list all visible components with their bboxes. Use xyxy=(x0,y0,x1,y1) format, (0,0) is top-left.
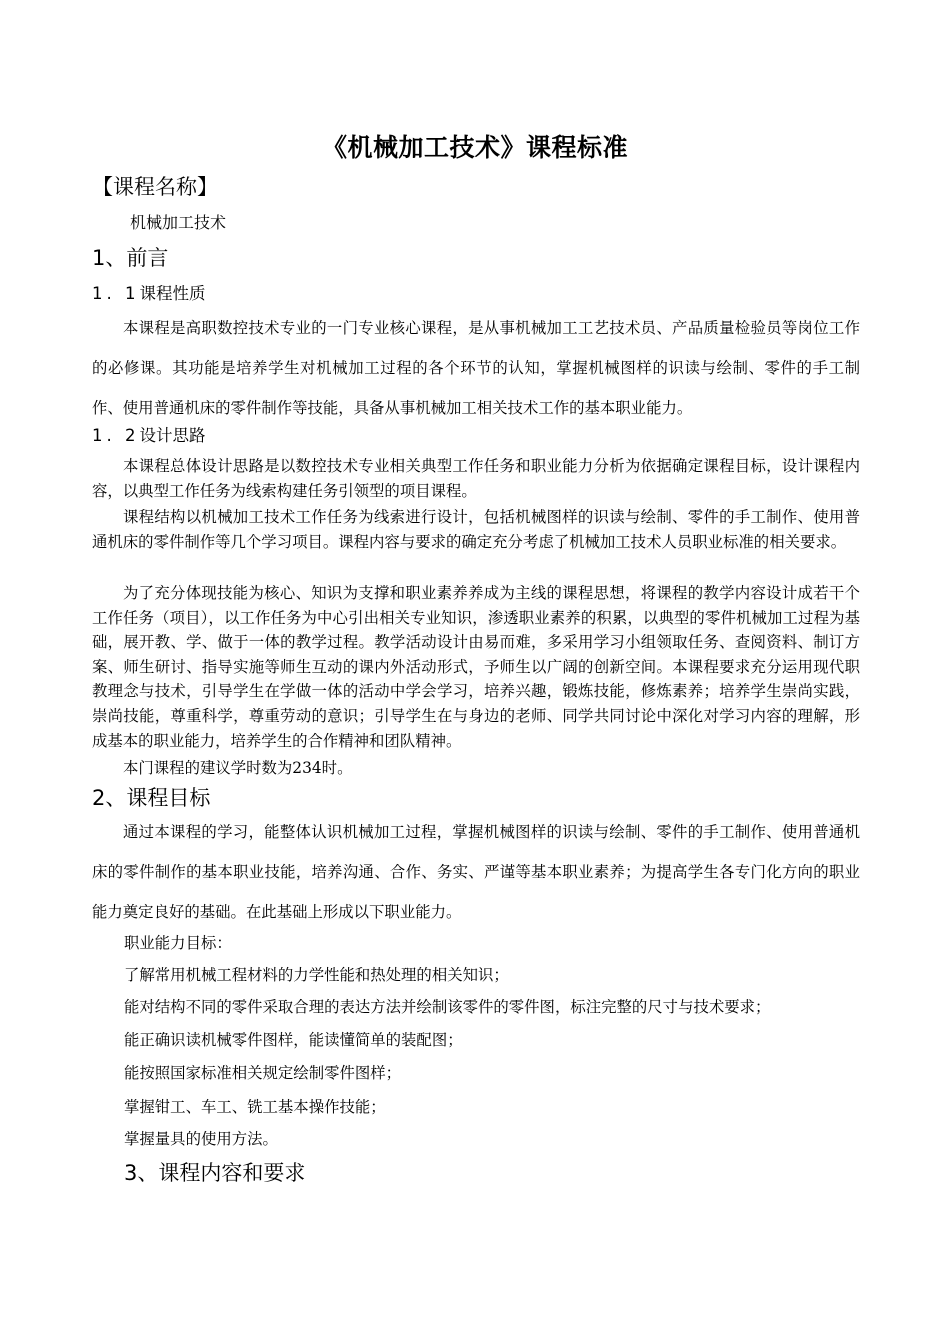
subsection-1-1-heading xyxy=(92,282,206,306)
goal-item: 能按照国家标准相关规定绘制零件图样； xyxy=(124,1064,402,1082)
section-3-heading: 3、课程内容和要求 xyxy=(124,1161,306,1185)
design-paragraph-3: 为了充分体现技能为核心、知识为支撑和职业素养养成为主线的课程思想，将课程的教学内容设计成若干个工作任务（项目），以工作任务为中心引出相关专业知识，渗透职业素养的积累，以典型的零件机械加工过程为基础，展开教、学、做于一体的教学过程。教学活动设计由易而难，多采用学习小组领取任务、查阅资料、制订方案、师生研讨、指导实施等师生互动的课内外活动形式，予师生以广阔的创新空间。本课程要求充分运用现代职教理念与技术，引导学生在学做一体的活动中学会学习，培养兴趣，锻炼技能，修炼素养；培养学生崇尚实践，崇尚技能，尊重科学，尊重劳动的意识；引导学生在与身边的老师、同学共同讨论中深化对学习内容的理解，形成基本的职业能力，培养学生的合作精神和团队精神。 xyxy=(92,584,860,750)
goal-item: 能对结构不同的零件采取合理的表达方法并绘制该零件的零件图，标注完整的尺寸与技术要求； xyxy=(124,998,771,1016)
course-name: 机械加工技术 xyxy=(130,213,227,232)
section-2-heading: 2、课程目标 xyxy=(92,786,211,810)
design-paragraph-2: 课程结构以机械加工技术工作任务为线索进行设计，包括机械图样的识读与绘制、零件的手工制作、使用普通机床的零件制作等几个学习项目。课程内容与要求的确定充分考虑了机械加工技术人员职业标准的相关要求。 xyxy=(92,508,860,551)
subsection-title: 设计思路 xyxy=(139,426,206,445)
subsection-number: 1. 2 xyxy=(92,426,140,445)
goals-label: 职业能力目标： xyxy=(124,934,232,952)
goal-item: 了解常用机械工程材料的力学性能和热处理的相关知识； xyxy=(124,966,509,984)
goal-item: 掌握量具的使用方法。 xyxy=(124,1130,278,1148)
subsection-1-2-heading xyxy=(92,424,206,448)
goal-item: 能正确识读机械零件图样，能读懂简单的装配图； xyxy=(124,1031,463,1049)
section-1-heading: 1、前言 xyxy=(92,246,169,270)
course-nature-paragraph: 本课程是高职数控技术专业的一门专业核心课程，是从事机械加工工艺技术员、产品质量检验员等岗位工作的必修课。其功能是培养学生对机械加工过程的各个环节的认知，掌握机械图样的识读与绘制、零件的手工制作、使用普通机床的零件制作等技能，具备从事机械加工相关技术工作的基本职业能力。 xyxy=(92,319,860,417)
course-goal-paragraph: 通过本课程的学习，能整体认识机械加工过程，掌握机械图样的识读与绘制、零件的手工制作、使用普通机床的零件制作的基本职业技能，培养沟通、合作、务实、严谨等基本职业素养；为提高学生各专门化方向的职业能力奠定良好的基础。在此基础上形成以下职业能力。 xyxy=(92,823,860,921)
course-name-heading: 【课程名称】 xyxy=(92,175,218,199)
design-paragraph-1: 本课程总体设计思路是以数控技术专业相关典型工作任务和职业能力分析为依据确定课程目标，设计课程内容，以典型工作任务为线索构建任务引领型的项目课程。 xyxy=(92,457,860,500)
subsection-number: 1. 1 xyxy=(92,284,140,303)
design-paragraph-4: 本门课程的建议学时数为234时。 xyxy=(123,759,353,777)
document-title: 《机械加工技术》课程标准 xyxy=(321,133,628,162)
goal-item: 掌握钳工、车工、铣工基本操作技能； xyxy=(124,1098,386,1116)
subsection-title: 课程性质 xyxy=(139,284,206,303)
